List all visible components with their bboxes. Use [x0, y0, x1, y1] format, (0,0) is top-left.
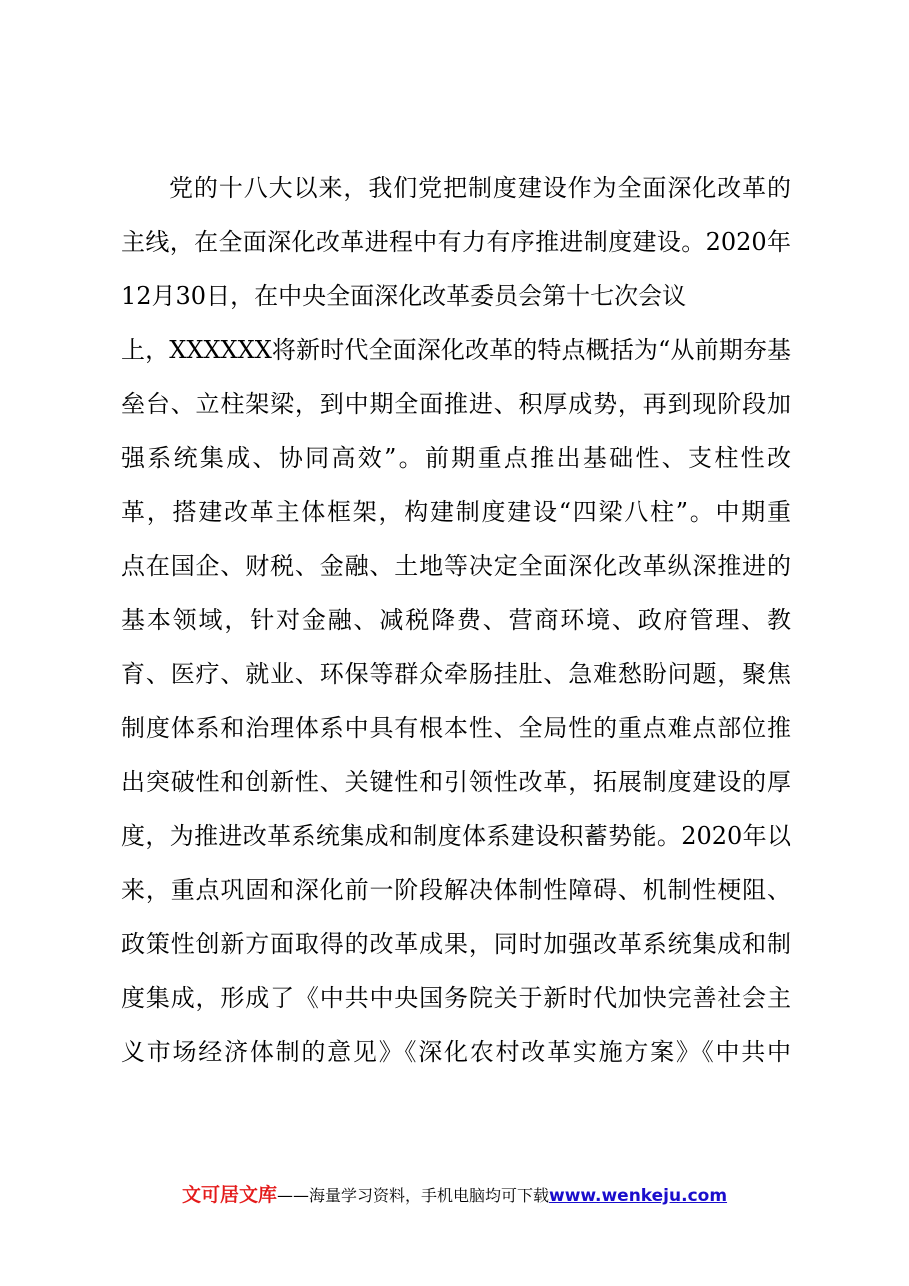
- paragraph-line: 党的十八大以来，我们党把制度建设作为全面深化改革的: [169, 174, 791, 202]
- footer-slogan: ——海量学习资料，手机电脑均可下载: [276, 1186, 549, 1205]
- page-footer: [0, 1180, 909, 1210]
- paragraph-line: 上，XXXXXX将新时代全面深化改革的特点概括为“从前期夯基: [121, 336, 791, 364]
- paragraph-line: 度，为推进改革系统集成和制度体系建设积蓄势能。2020年以: [121, 822, 791, 850]
- paragraph-line: 政策性创新方面取得的改革成果，同时加强改革系统集成和制: [121, 930, 791, 958]
- paragraph-line: 度集成，形成了《中共中央国务院关于新时代加快完善社会主: [121, 984, 791, 1012]
- paragraph-line: 来，重点巩固和深化前一阶段解决体制性障碍、机制性梗阻、: [121, 876, 791, 904]
- paragraph-line: 点在国企、财税、金融、土地等决定全面深化改革纵深推进的: [121, 552, 791, 580]
- paragraph-line: 12月30日，在中央全面深化改革委员会第十七次会议: [121, 282, 687, 310]
- paragraph-line: 出突破性和创新性、关键性和引领性改革，拓展制度建设的厚: [121, 768, 791, 796]
- paragraph-line: 基本领域，针对金融、减税降费、营商环境、政府管理、教: [121, 606, 791, 634]
- paragraph-line: 强系统集成、协同高效”。前期重点推出基础性、支柱性改: [121, 444, 791, 472]
- paragraph-line: 育、医疗、就业、环保等群众牵肠挂肚、急难愁盼问题，聚焦: [121, 660, 791, 688]
- paragraph-line: 制度体系和治理体系中具有根本性、全局性的重点难点部位推: [121, 714, 791, 742]
- paragraph-line: 垒台、立柱架梁，到中期全面推进、积厚成势，再到现阶段加: [121, 390, 791, 418]
- footer-website-link[interactable]: www.wenkeju.com: [548, 1186, 728, 1206]
- body-paragraph: [121, 161, 791, 1079]
- paragraph-line: 主线，在全面深化改革进程中有力有序推进制度建设。2020年: [121, 228, 791, 256]
- paragraph-line: 义市场经济体制的意见》《深化农村改革实施方案》《中共中: [121, 1038, 791, 1066]
- paragraph-line: 革，搭建改革主体框架，构建制度建设“四梁八柱”。中期重: [121, 498, 791, 526]
- footer-brand: 文可居文库: [181, 1184, 277, 1206]
